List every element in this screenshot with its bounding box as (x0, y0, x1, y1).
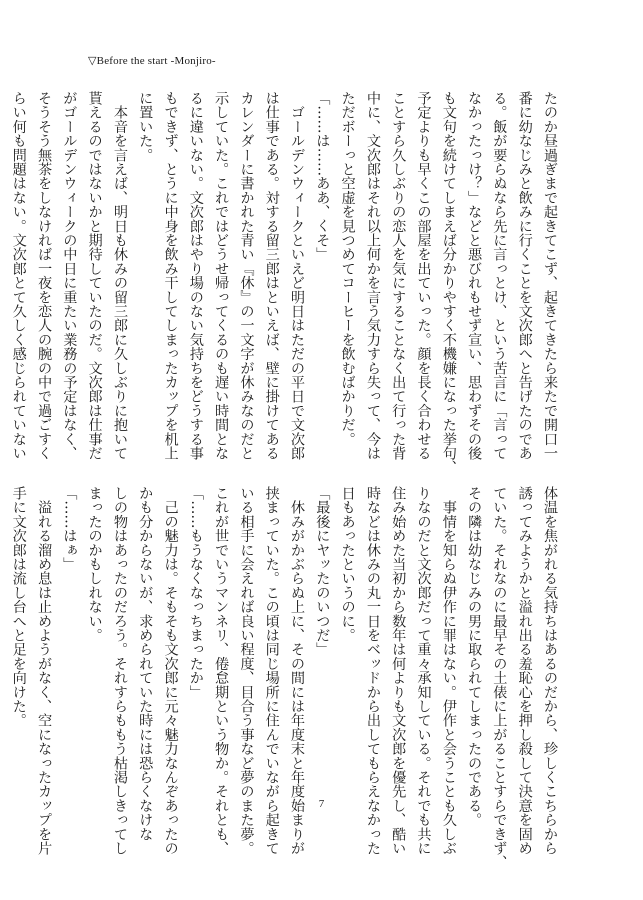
text-line: その隣は幼なじみの男に取られてしまったのである。 (466, 486, 483, 827)
text-line: 住み始めた当初から数年は何よりも文次郎を優先し、酷い (390, 486, 407, 856)
text-line: 時などは休みの丸一日をベッドから出してもらえなかった (364, 486, 381, 856)
text-line: に置いた。 (137, 91, 154, 162)
text-line: なかったっけ？」などと悪びれもせず宣い、思わずその後 (466, 91, 483, 461)
text-line: 貰えるのではないかと期待していたのだ。文次郎は仕事だ (86, 91, 103, 461)
text-line: 示していた。これではどうせ帰ってくるのも遅い時間とな (213, 91, 230, 461)
text-line: もできず、とうに中身を飲み干してしまったカップを机上 (162, 91, 179, 461)
text-line: 誘ってみようかと溢れ出る羞恥心を押し殺して決意を固め (516, 486, 533, 856)
page-number: 7 (318, 798, 325, 810)
text-line: 挟まっていた。この頃は同じ場所に住んでいながら起きて (263, 486, 280, 856)
text-line: まったのかもしれない。 (86, 486, 103, 643)
text-line: りなのだと文次郎だって重々承知している。それでも共に (415, 486, 432, 856)
text-line: これが世でいうマンネリ、倦怠期という物か。それとも、 (213, 486, 230, 856)
text-line: らい何も問題はない。文次郎とて久しく感じられていない (10, 91, 27, 461)
text-line: る。飯が要らぬなら先に言っとけ、という苦言に「言って (491, 91, 508, 461)
text-line: も文句を続けてしまえば分かりやすく不機嫌になった挙句、 (440, 91, 457, 475)
text-line: 「……はぁ」 (61, 486, 78, 572)
text-line: 「……もうなくなっちまったか」 (187, 486, 204, 699)
text-line: いる相手に会えれば良い程度、目合う事など夢のまた夢。 (238, 486, 255, 856)
text-line: かも分からないが、求められていた時には恐らくなけな (137, 486, 154, 841)
text-line: そうそう無茶をしなければ一夜を恋人の腕の中で過ごすく (36, 91, 53, 461)
text-line: は仕事である。対する留三郎はといえば、壁に掛けてある (263, 91, 280, 461)
text-line: ことすら久しぶりの恋人を気にすることなく出て行った背 (390, 91, 407, 461)
text-line: るに違いない。文次郎はやり場のない気持ちをどうする事 (187, 91, 204, 461)
text-line: 中に、文次郎はそれ以上何かを言う気力すら失って、今は (364, 91, 381, 461)
text-line: 本音を言えば、明日も休みの留三郎に久しぶりに抱いて (111, 91, 128, 461)
text-line: 体温を焦がれる気持ちはあるのだから、珍しくこちらから (542, 486, 558, 856)
text-line: たのか昼過ぎまで起きてこず、起きてきたら来たで開口一 (542, 91, 558, 461)
text-line: 休みがかぶらぬ上に、その間には年度末と年度始まりが (289, 486, 306, 856)
text-line: しの物はあったのだろう。それすらももう枯渇しきってし (111, 486, 128, 856)
text-line: 己の魅力は。そもそも文次郎に元々魅力なんぞあったの (162, 486, 179, 856)
text-line: 「……は……ああ、くそ」 (314, 91, 331, 262)
text-line: ただボーっと空虚を見つめてコーヒーを飲むばかりだ。 (339, 91, 356, 446)
text-line: 日もあったというのに。 (339, 486, 356, 643)
text-line: ていた。それなのに最早その土俵に上がることすらできず、 (491, 486, 508, 870)
upper-text-block (10, 91, 562, 481)
text-line: 「最後にヤッたのいつだ」 (314, 486, 331, 657)
text-line: ゴールデンウィークといえど明日はただの平日で文次郎 (289, 91, 306, 461)
text-line: 溢れる溜め息は止めようがなく、空になったカップを片 (36, 486, 53, 856)
running-header: ▽Before the start -Monjiro- (88, 55, 216, 67)
text-line: 番に幼なじみと飲みに行くことを文次郎へと告げたのであ (516, 91, 533, 461)
text-line: 手に文次郎は流し台へと足を向けた。 (10, 486, 27, 728)
text-line: カレンダーに書かれた青い『休』の一文字が休みなのだと (238, 91, 255, 461)
text-line: がゴールデンウィークの中日に重たい業務の予定はなく、 (61, 91, 78, 461)
text-line: 事情を知らぬ伊作に罪はない。伊作と会うことも久しぶ (440, 486, 457, 856)
text-line: 予定よりも早くこの部屋を出ていった。顔を長く合わせる (415, 91, 432, 461)
